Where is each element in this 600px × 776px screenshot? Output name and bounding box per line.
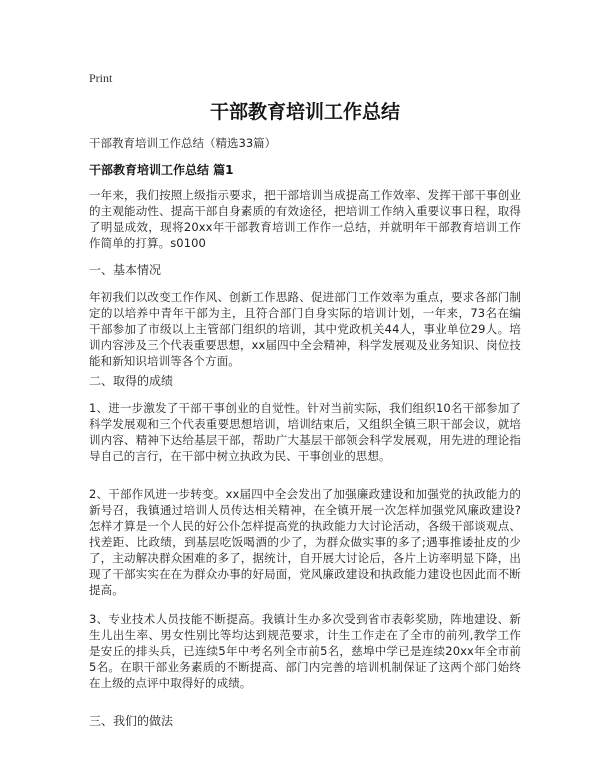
intro-paragraph: 一年来，我们按照上级指示要求，把干部培训当成提高工作效率、发挥干部干事创业的主观能动性、提高干部自身素质的有效途径，把培训工作纳入重要议事日程，取得了明显成效，现将20xx年干部教育培训工作作一总结，并就明年干部教育培训工作作简单的打算。s0100 xyxy=(89,188,521,250)
document-subtitle: 干部教育培训工作总结（精选33篇） xyxy=(89,136,277,150)
document-title: 干部教育培训工作总结 xyxy=(209,101,400,123)
achievement-item-2: 2、干部作风进一步转变。xx届四中全会发出了加强廉政建设和加强党的执政能力的新号召，我镇通过培训人员传达相关精神，在全镇开展一次怎样加强党风廉政建设?怎样才算是一个人民的好公仆怎样提高党的执政能力大讨论活动，各级干部谈观点、找差距、比政绩，到基层吃饭喝酒的少了，为群众做实事的多了;遇事推诿扯皮的少了，主动解决群众困难的多了，据统计，自开展大讨论后，各片上访率明显下降，出现了干部实实在在为群众办事的好局面，党风廉政建设和执政能力建设也因此而不断提高。 xyxy=(89,487,521,597)
basic-situation-paragraph: 年初我们以改变工作作风、创新工作思路、促进部门工作效率为重点，要求各部门制定的以培养中青年干部为主，且符合部门自身实际的培训计划，一年来，73名在编干部参加了市级以上主管部门组织的培训，其中党政机关44人，事业单位29人。培训内容涉及三个代表重要思想，xx届四中全会精神，科学发展观及业务知识、岗位技能和新知识培训等各个方面。 xyxy=(89,290,521,368)
heading-basic-situation: 一、基本情况 xyxy=(89,263,162,277)
print-label: Print xyxy=(89,71,113,85)
heading-achievements: 二、取得的成绩 xyxy=(89,374,174,388)
achievement-item-3: 3、专业技术人员技能不断提高。我镇计生办多次受到省市表彰奖励，阵地建设、新生儿出生率、男女性别比等均达到规范要求，计生工作走在了全市的前列,教学工作是安丘的排头兵，已连续5年中考名列全市前5名，慈埠中学已是连续20xx年全市前5名。在职干部业务素质的不断提高、部门内完善的培训机制保证了这两个部门始终在上级的点评中取得好的成绩。 xyxy=(89,612,521,690)
heading-our-approach: 三、我们的做法 xyxy=(89,714,174,728)
achievement-item-1: 1、进一步激发了干部干事创业的自觉性。针对当前实际，我们组织10名干部参加了科学发展观和三个代表重要思想培训，培训结束后，又组织全镇三职干部会议，就培训内容、精神下达给基层干部，帮助广大基层干部领会科学发展观，用先进的理论指导自己的言行，在干部中树立执政为民、干事创业的思想。 xyxy=(89,401,521,463)
section-heading: 干部教育培训工作总结 篇1 xyxy=(89,163,234,177)
